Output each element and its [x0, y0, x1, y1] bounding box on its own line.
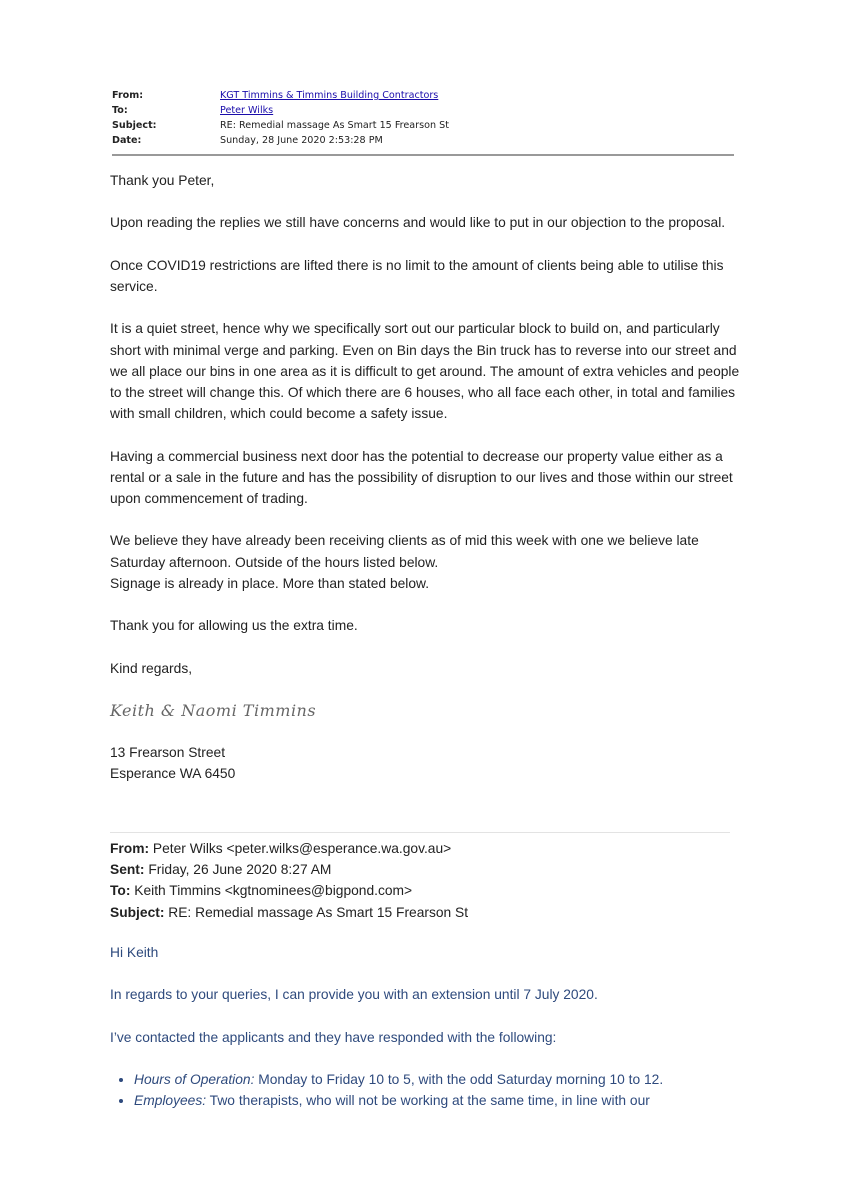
forwarded-subject-label: Subject:: [110, 904, 165, 920]
body-greeting: Thank you Peter,: [110, 173, 215, 188]
forwarded-to-row: [110, 880, 740, 901]
forwarded-header: [110, 838, 740, 923]
address-block: [110, 742, 740, 784]
bullet-text-hours: Monday to Friday 10 to 5, with the odd Saturday morning 10 to 12.: [254, 1072, 664, 1088]
body-clients-line: We believe they have already been receiving clients as of mid this week with one we believe late Saturday afternoon. Outside of the hours listed below.: [110, 533, 699, 570]
header-from-link[interactable]: KGT Timmins & Timmins Building Contractors: [220, 90, 439, 101]
forwarded-sent-row: [110, 859, 740, 880]
header-to-row: [112, 103, 734, 118]
header-subject-row: [112, 118, 734, 133]
forwarded-sent-value: Friday, 26 June 2020 8:27 AM: [144, 862, 332, 878]
reply-paragraph-applicants: I’ve contacted the applicants and they have responded with the following:: [110, 1029, 557, 1045]
forwarded-from-row: [110, 838, 740, 859]
header-to-label: To:: [112, 105, 128, 116]
forwarded-divider: [110, 832, 730, 833]
forwarded-sent-label: Sent:: [110, 862, 145, 878]
forwarded-subject-row: [110, 902, 740, 923]
forwarded-subject-value: RE: Remedial massage As Smart 15 Frearson St: [164, 904, 469, 920]
header-date-row: [112, 133, 734, 148]
body-signage-line: Signage is already in place. More than stated below.: [110, 575, 430, 591]
body-paragraph-covid: Once COVID19 restrictions are lifted there is no limit to the amount of clients being able to utilise this service.: [110, 257, 724, 294]
body-paragraph-street: It is a quiet street, hence why we specifically sort out our particular block to build on, and particularly short with minimal verge and parking. Even on Bin days the Bin truck has to reverse into our street and we all place our bins in one area as it is difficult to get around. The amount of extra vehicles and people to the street will change this. Of which there are 6 houses, who all face each other, in total and families with small children, which could become a safety issue.: [110, 321, 740, 422]
header-to-link[interactable]: Peter Wilks: [220, 105, 274, 116]
email-body: [110, 170, 740, 806]
address-line-street: 13 Frearson Street: [110, 745, 226, 761]
reply-paragraph-extension: In regards to your queries, I can provide you with an extension until 7 July 2020.: [110, 987, 598, 1003]
header-subject-label: Subject:: [112, 120, 157, 131]
body-paragraph-objection: Upon reading the replies we still have concerns and would like to put in our objection to the proposal.: [110, 215, 726, 231]
forwarded-from-value: Peter Wilks <peter.wilks@esperance.wa.gov.au>: [149, 841, 452, 856]
body-paragraph-property: Having a commercial business next door has the potential to decrease our property value either as a rental or a sale in the future and has the possibility of disruption to our lives and those within our street upon commencement of trading.: [110, 448, 733, 506]
signature: Keith & Naomi Timmins: [110, 700, 317, 720]
reply-greeting: Hi Keith: [110, 945, 159, 960]
header-from-row: [112, 88, 734, 103]
forwarded-to-label: To:: [110, 883, 131, 899]
header-from-label: From:: [112, 90, 144, 101]
body-paragraph-clients: [110, 530, 740, 594]
forwarded-from-label: From:: [110, 841, 150, 856]
header-subject-value: RE: Remedial massage As Smart 15 Frearson St: [220, 120, 449, 131]
header-date-value: Sunday, 28 June 2020 2:53:28 PM: [220, 135, 383, 146]
header-date-label: Date:: [112, 135, 142, 146]
bullet-text-employees: Two therapists, who will not be working at the same time, in line with our: [206, 1093, 650, 1109]
body-closing: Kind regards,: [110, 660, 193, 676]
email-header: [112, 88, 734, 148]
body-paragraph-thanks: Thank you for allowing us the extra time.: [110, 618, 358, 634]
list-item: [134, 1069, 740, 1090]
list-item: [134, 1090, 740, 1111]
reply-body: [110, 942, 740, 1112]
forwarded-to-value: Keith Timmins <kgtnominees@bigpond.com>: [130, 883, 413, 899]
reply-bullet-list: [110, 1069, 740, 1111]
bullet-label-employees: Employees:: [134, 1093, 207, 1109]
header-divider: [112, 154, 734, 156]
address-line-city: Esperance WA 6450: [110, 766, 236, 782]
bullet-label-hours: Hours of Operation:: [134, 1072, 255, 1088]
